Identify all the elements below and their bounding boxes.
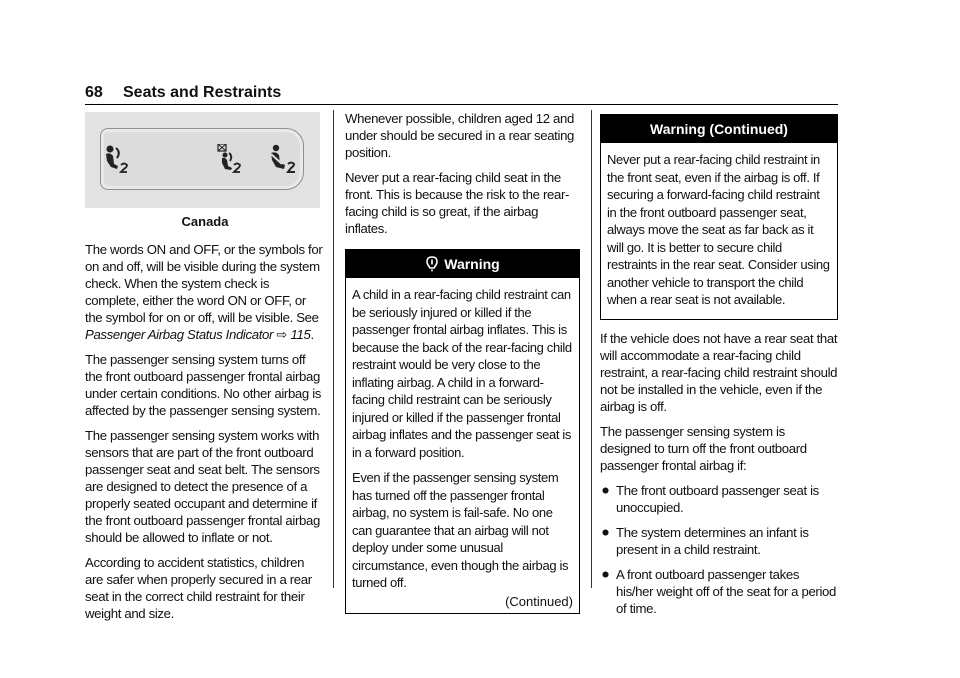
warning-box-continued xyxy=(600,114,838,320)
paragraph-text: . xyxy=(310,327,314,342)
paragraph: The passenger sensing system is designed to turn off the front outboard passenger frontal airbag if: xyxy=(600,423,807,473)
bullet-list xyxy=(600,482,838,617)
list-item-text: A front outboard passenger takes his/her weight off of the seat for a period of time. xyxy=(616,566,837,616)
list-item-text: The front outboard passenger seat is unoccupied. xyxy=(616,482,819,515)
list-item-text: The system determines an infant is present in a child restraint. xyxy=(616,524,809,557)
warning-paragraph: Never put a rear-facing child restraint in the front seat, even if the airbag is off. If securing a forward-facing child restraint in the front outboard passenger seat, always move the seat as far back as it will go. It is better to secure child restraints in the rear seat. Consider using another vehicle to transport the child when a rear seat is not available. xyxy=(607,152,830,307)
cross-reference-link[interactable]: Passenger Airbag Status Indicator xyxy=(85,327,274,342)
warning-title: Warning (Continued) xyxy=(650,121,788,137)
figure-caption: Canada xyxy=(181,214,229,229)
column-1 xyxy=(85,110,325,630)
bullet-icon xyxy=(602,571,609,578)
warning-header xyxy=(601,115,837,143)
passenger-airbag-on-icon xyxy=(103,144,133,174)
warning-paragraph: Even if the passenger sensing system has turned off the passenger frontal airbag, no system is fail-safe. No one can guarantee that an airbag will not deploy under some unusual circumstance, even though the airbag is turned off. xyxy=(352,470,569,590)
paragraph: Never put a rear-facing child seat in the front. This is because the risk to the rear-facing child is so great, if the airbag inflates. xyxy=(345,170,570,236)
bullet-icon xyxy=(602,529,609,536)
warning-header xyxy=(346,250,579,278)
section-title: Seats and Restraints xyxy=(123,84,282,101)
list-item xyxy=(600,524,838,558)
paragraph: The passenger sensing system turns off the front outboard passenger frontal airbag under certain conditions. No other airbag is affected by the passenger sensing system. xyxy=(85,352,322,418)
continued-label: (Continued) xyxy=(505,593,573,609)
page-header xyxy=(85,82,838,105)
paragraph-text: The words ON and OFF, or the symbols for on and off, will be visible during the system check. When the system check is complete, either the word ON or OFF, or the symbol for on or off, will be visible. See xyxy=(85,242,323,325)
warning-body xyxy=(346,278,579,613)
paragraph xyxy=(85,241,325,343)
bullet-icon xyxy=(602,487,609,494)
page-number: 68 xyxy=(85,84,103,101)
warning-paragraph: A child in a rear-facing child restraint can be seriously injured or killed if the passenger frontal airbag inflates. This is because the back of the rear-facing child restraint would be very close to the inflating airbag. A child in a forward-facing child restraint can be seriously injured or killed if the passenger frontal airbag inflates and the passenger seat is in a forward position. xyxy=(352,287,572,460)
paragraph: The passenger sensing system works with sensors that are part of the front outboard passenger seat and seat belt. The sensors are designed to detect the presence of a properly seated occupant and determine if the front outboard passenger frontal airbag should be allowed to inflate or not. xyxy=(85,428,320,545)
warning-box xyxy=(345,249,580,614)
airbag-status-indicator-figure xyxy=(85,112,320,208)
passenger-airbag-off-icon xyxy=(217,144,247,174)
column-divider xyxy=(591,110,592,588)
page-reference[interactable]: 115 xyxy=(290,327,311,342)
column-divider xyxy=(333,110,334,588)
seat-belt-reminder-icon xyxy=(267,144,299,176)
column-3 xyxy=(600,110,838,625)
paragraph: According to accident statistics, children are safer when properly secured in a rear seat in the correct child restraint for their weight and size. xyxy=(85,555,312,621)
column-2 xyxy=(345,110,580,624)
warning-icon xyxy=(425,256,439,272)
warning-title: Warning xyxy=(444,256,500,272)
list-item xyxy=(600,482,838,516)
paragraph: If the vehicle does not have a rear seat that will accommodate a rear-facing child restraint, a rear-facing child restraint should not be installed in the vehicle, even if the airbag is off. xyxy=(600,330,838,414)
warning-body xyxy=(601,143,837,319)
page-ref-arrow-icon: ⇨ xyxy=(276,327,288,342)
paragraph: Whenever possible, children aged 12 and under should be secured in a rear seating position. xyxy=(345,111,575,160)
list-item xyxy=(600,566,838,617)
